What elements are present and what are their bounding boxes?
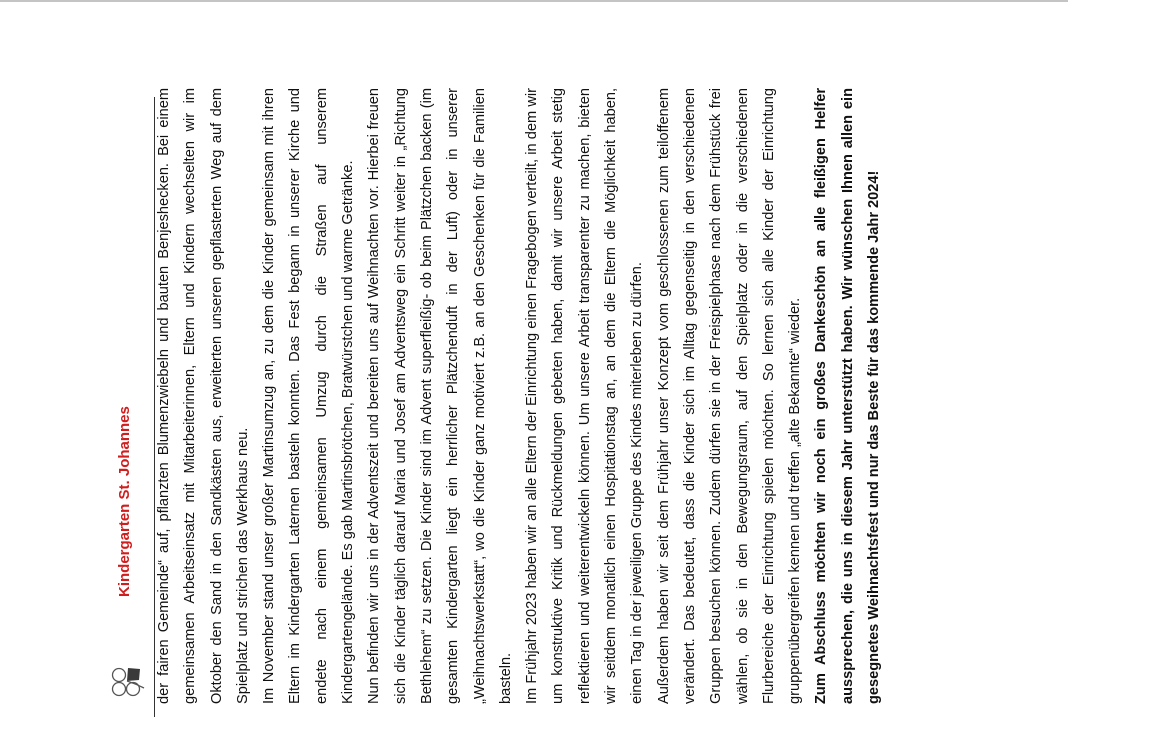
paragraph-konzept: Außerdem haben wir seit dem Frühjahr unser Konzept vom geschlossenen zum teiloffenem verändert. Das bedeutet, dass die Kinder sich im Alltag gegenseitig in den verschiedenen Gruppen besuchen können. Zudem dürfen sie in der Freispielphase nach dem Frühstück frei wählen, ob sie in den Bewegungsraum, auf den Spielplatz oder in die verschiedenen Flurbereiche der Einrichtung spielen möchten. So lernen sich alle Kinder der Einrichtung gruppenübergreifen kennen und treffen „alte Bekannte“ wieder.: [655, 88, 804, 704]
page-title: Kindergarten St. Johannes: [116, 406, 133, 597]
rotated-document-page: [76, 37, 1076, 717]
paragraph-werkhaus: der fairen Gemeinde“ auf, pflanzten Blumenzwiebeln und bauten Benjeshecken. Bei einem gemeinsamen Arbeitseinsatz mit Mitarbeiterinnen, Eltern und Kindern wechselten wir im Oktober den Sand in den Sandkästen aus, erweiterten unseren gepflasterten Weg auf dem Spielplatz und strichen das Werkhaus neu.: [156, 88, 251, 704]
clover-logo-icon: [106, 662, 146, 702]
closing-paragraph: Zum Abschluss möchten wir noch ein großes Dankeschön an alle fleißigen Helfer aussprechen, die uns in diesem Jahr unterstützt haben. Wir wünschen Ihnen allen ein gesegnetes Weihnachtsfest und nur das Beste für das kommende Jahr 2024!: [813, 88, 883, 704]
top-divider: [0, 0, 1068, 2]
paragraph-fragebogen: Im Frühjahr 2023 haben wir an alle Eltern der Einrichtung einen Fragebogen verteilt, in dem wir um konstruktive Kritik und Rückmeldungen gebeten haben, damit wir unsere Arbeit stetig reflektieren und weiterentwickeln können. Um unsere Arbeit transparenter zu machen, bieten wir seitdem monatlich einen Hospitationstag an, an dem die Eltern die Möglichkeit haben, einen Tag in der jeweiligen Gruppe des Kindes miterleben zu dürfen.: [524, 88, 646, 704]
paragraph-advent: Nun befinden wir uns in der Adventszeit und bereiten uns auf Weihnachten vor. Hierbei freuen sich die Kinder täglich darauf Maria und Josef am Adventsweg ein Schritt weiter in „Richtung Bethlehem“ zu setzen. Die Kinder sind im Advent superfleißig- ob beim Plätzchen backen (im gesamten Kindergarten liegt ein herrlicher Plätzchenduft in der Luft) oder in unserer „Weihnachtswerkstatt“, wo die Kinder ganz motiviert z.B. an den Geschenken für die Familien basteln.: [366, 88, 514, 704]
paragraph-martinsumzug: Im November stand unser großer Martinsumzug an, zu dem die Kinder gemeinsam mit ihren Eltern im Kindergarten Laternen basteln konnten. Das Fest begann in unserer Kirche und endete nach einem gemeinsamen Umzug durch die Straßen auf unserem Kindergartengelände. Es gab Martinsbrötchen, Bratwürstchen und warme Getränke.: [261, 88, 357, 704]
article-body: [151, 88, 887, 704]
